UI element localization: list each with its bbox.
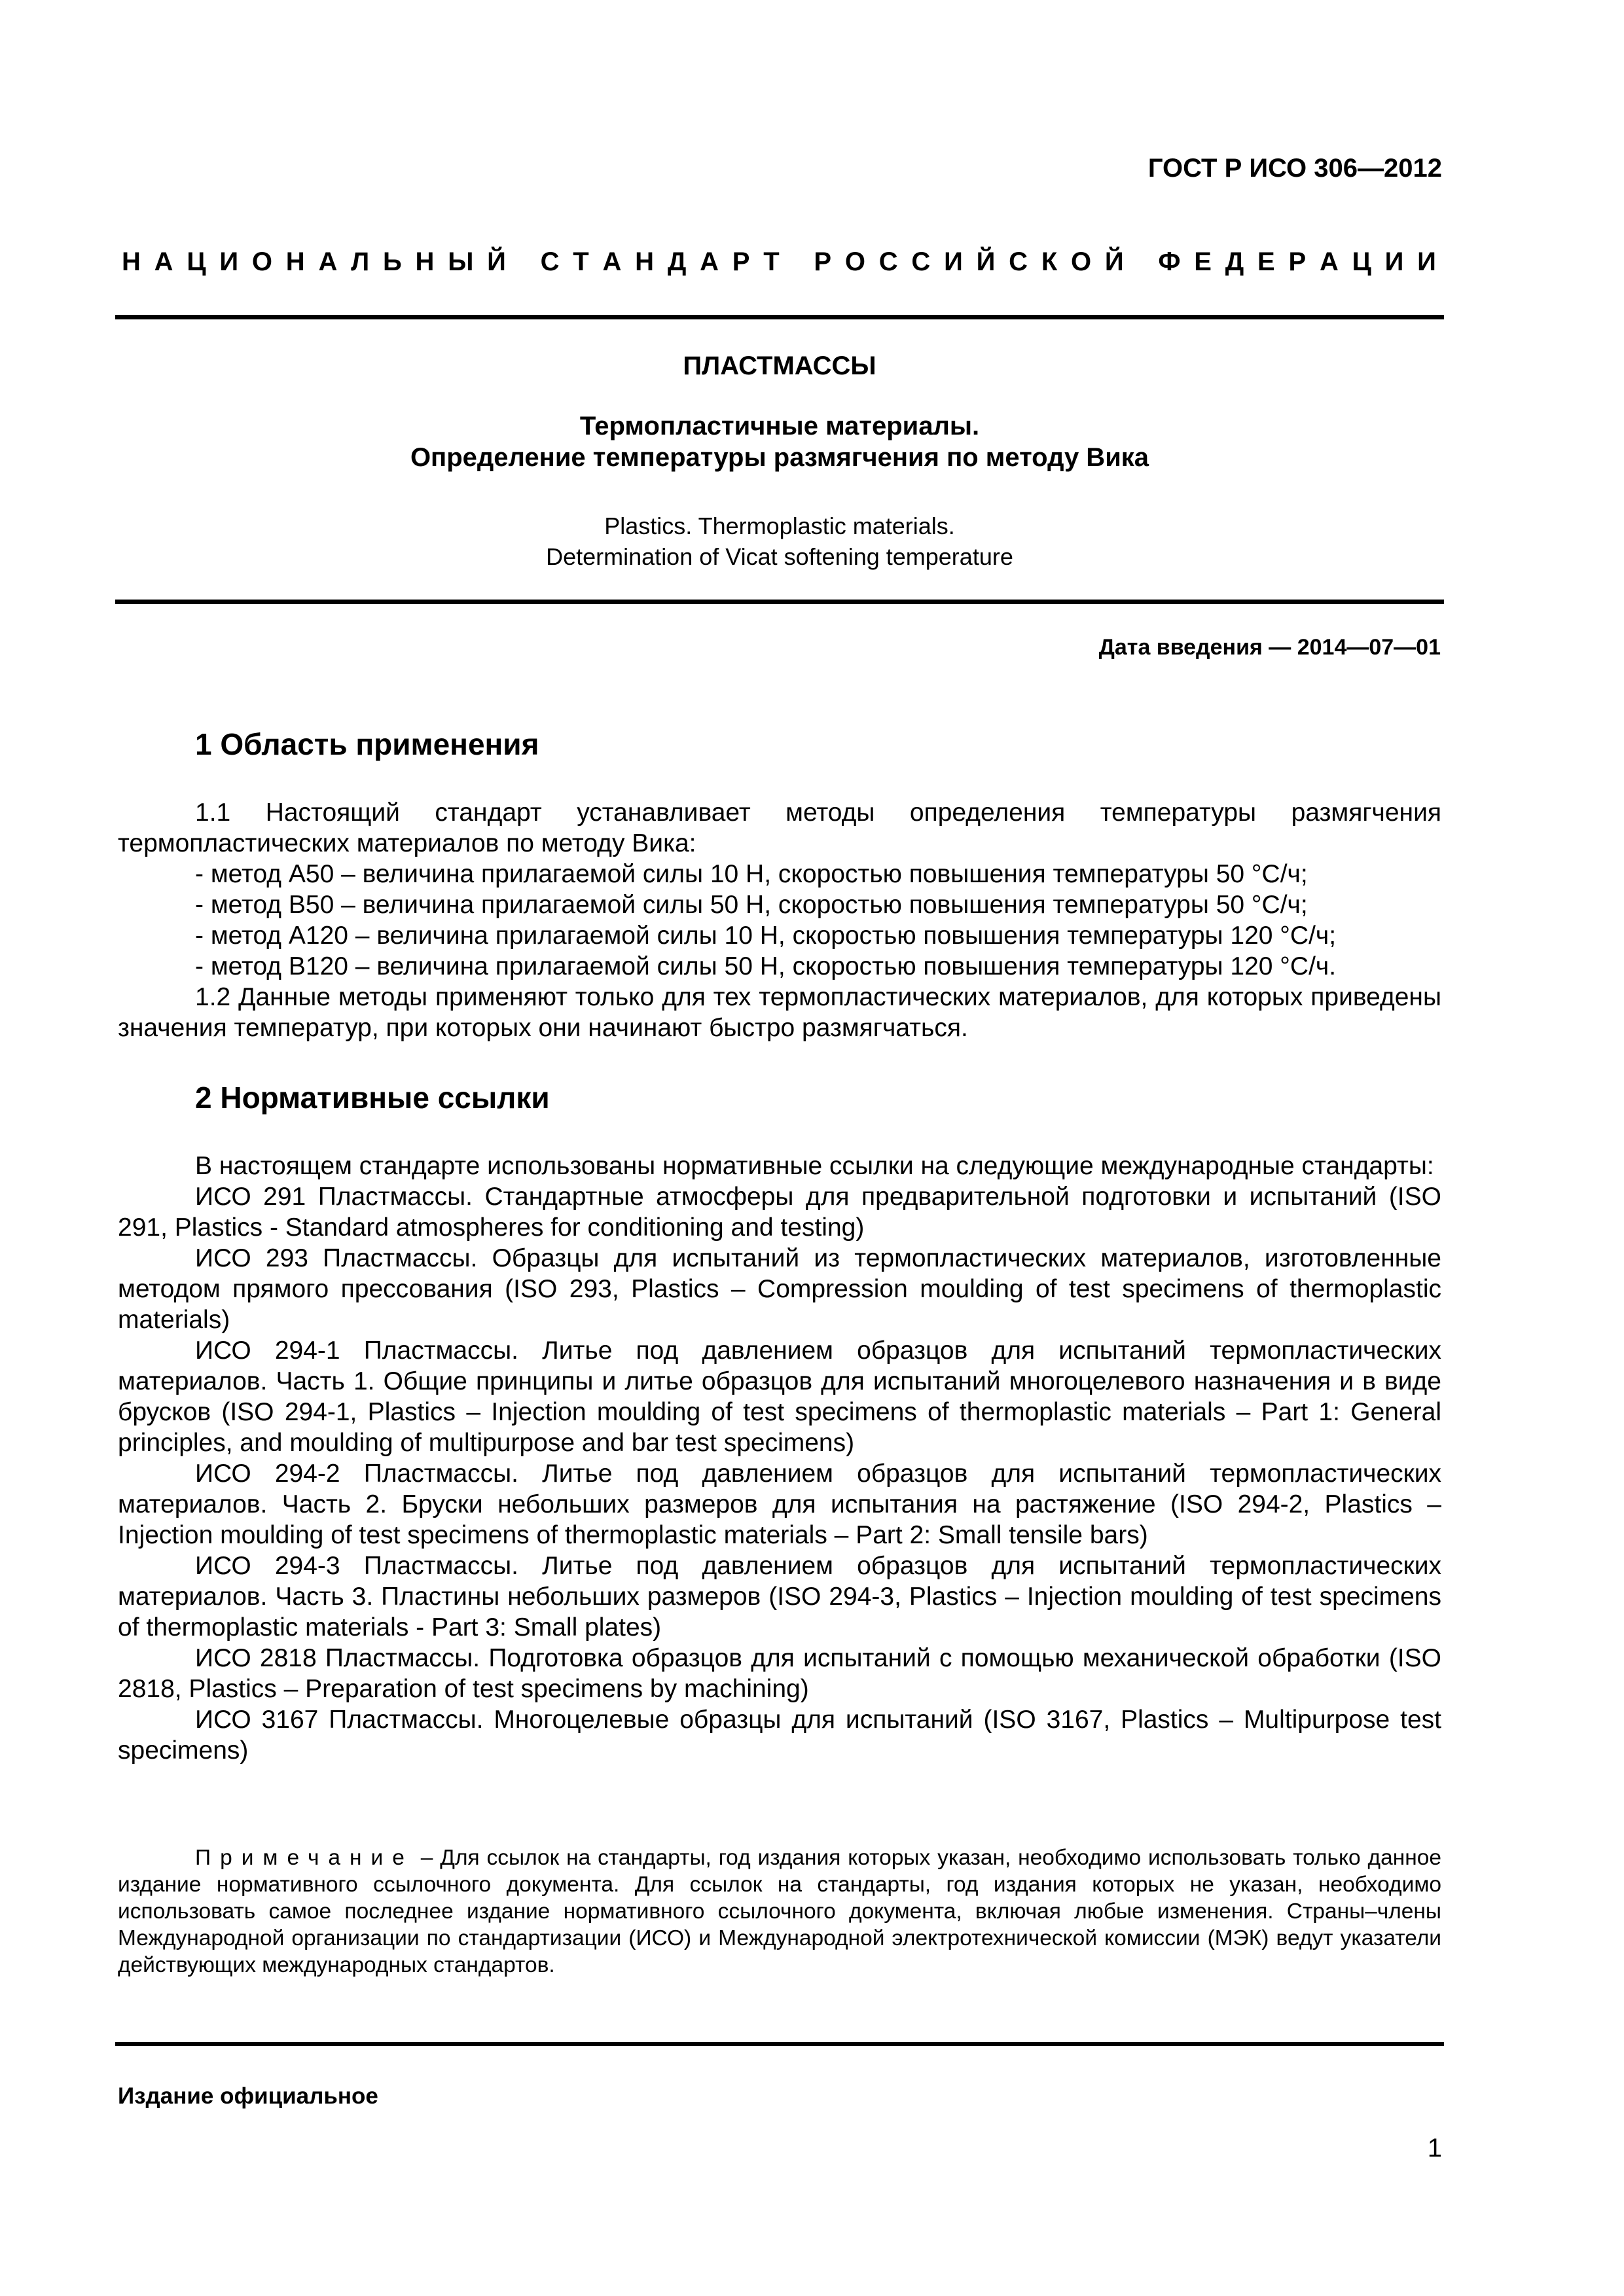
title-letter: Й xyxy=(1104,247,1124,276)
subtitle-line-1: Термопластичные материалы. xyxy=(579,412,980,440)
edition-label: Издание официальное xyxy=(118,2083,378,2109)
title-letter: С xyxy=(878,247,898,276)
title-letter: О xyxy=(1071,247,1092,276)
section-2-heading: 2 Нормативные ссылки xyxy=(195,1081,550,1115)
reference-item: ИСО 294-1 Пластмассы. Литье под давлением образцов для испытаний термопластических материалов. Часть 1. Общие принципы и литье образцов для испытаний многоцелевого назначения и в виде брусков (ISO 294-1, Plastics – Injection moulding of test specimens of thermoplastic materials – Part 1: General principles, and moulding of multipurpose and bar test specimens) xyxy=(118,1336,1441,1457)
title-letter: А xyxy=(318,247,338,276)
title-divider xyxy=(115,600,1444,604)
english-title xyxy=(115,511,1444,572)
note-text: – Для ссылок на стандарты, год издания которых указан, необходимо использовать только данное издание нормативного ссылочного документа. Для ссылок на стандарты, год издания которых не указан, необходимо использовать самое последнее издание нормативного ссылочного документа, включая любые изменения. Страны–члены Международной организации по стандартизации (ИСО) и Международной электротехнической комиссии (МЭК) ведут указатели действующих международных стандартов. xyxy=(118,1846,1441,1977)
title-letter: И xyxy=(1384,247,1404,276)
reference-item: ИСО 3167 Пластмассы. Многоцелевые образцы для испытаний (ISO 3167, Plastics – Multipurpose test specimens) xyxy=(118,1706,1441,1765)
subtitle-line-2: Определение температуры размягчения по методу Вика xyxy=(410,443,1149,472)
paragraph-1-2: 1.2 Данные методы применяют только для тех термопластических материалов, для которых приведены значения температур, при которых они начинают быстро размягчаться. xyxy=(118,983,1441,1042)
method-item: - метод А50 – величина прилагаемой силы 10 Н, скоростью повышения температуры 50 °С/ч; xyxy=(195,860,1308,888)
standard-subtitle xyxy=(115,410,1444,473)
title-letter: Д xyxy=(1225,247,1244,276)
title-letter: Р xyxy=(814,247,832,276)
title-letter: Т xyxy=(763,247,780,276)
title-letter: Ц xyxy=(1352,247,1371,276)
document-code: ГОСТ Р ИСО 306—2012 xyxy=(1147,154,1442,183)
title-letter: С xyxy=(540,247,560,276)
title-letter: Н xyxy=(415,247,435,276)
title-letter: С xyxy=(1009,247,1028,276)
title-letter: С xyxy=(911,247,931,276)
title-letter: А xyxy=(602,247,622,276)
title-letter: Й xyxy=(976,247,996,276)
title-letter: Н xyxy=(635,247,655,276)
title-letter: Ь xyxy=(382,247,402,276)
reference-item: ИСО 294-3 Пластмассы. Литье под давлением образцов для испытаний термопластических материалов. Часть 3. Пластины небольших размеров (ISO 294-3, Plastics – Injection moulding of test specimens of thermoplastic materials - Part 3: Small plates) xyxy=(118,1552,1441,1641)
title-letter: И xyxy=(944,247,963,276)
title-letter: И xyxy=(219,247,239,276)
title-letter xyxy=(520,247,527,277)
title-letter: Ы xyxy=(448,247,474,276)
title-letter: Д xyxy=(667,247,687,276)
title-letter: И xyxy=(1417,247,1436,276)
section-1-heading: 1 Область применения xyxy=(195,727,539,761)
note-paragraph xyxy=(118,1844,1441,1979)
title-letter: Т xyxy=(573,247,589,276)
title-letter: О xyxy=(251,247,272,276)
title-letter: Р xyxy=(1288,247,1307,276)
reference-item: ИСО 293 Пластмассы. Образцы для испытаний из термопластических материалов, изготовленные методом прямого прессования (ISO 293, Plastics – Compression moulding of test specimens of thermoplastic materials) xyxy=(118,1244,1441,1334)
title-letter: А xyxy=(154,247,173,276)
section-2-body xyxy=(118,1151,1441,1766)
title-letter: Й xyxy=(487,247,506,276)
title-letter: Н xyxy=(122,247,141,276)
section-2-intro: В настоящем стандарте использованы нормативные ссылки на следующие международные стандарты: xyxy=(195,1152,1434,1180)
english-title-line-2: Determination of Vicat softening temperature xyxy=(546,543,1013,570)
method-item: - метод В120 – величина прилагаемой силы 50 Н, скоростью повышения температуры 120 °С/ч. xyxy=(195,952,1337,980)
title-letter: Е xyxy=(1257,247,1275,276)
introduction-date: Дата введения — 2014—07—01 xyxy=(1098,635,1441,660)
title-letter: Н xyxy=(285,247,305,276)
title-letter: Л xyxy=(351,247,370,276)
english-title-line-1: Plastics. Thermoplastic materials. xyxy=(604,512,955,539)
standard-title: ПЛАСТМАССЫ xyxy=(683,351,876,380)
paragraph-1-1: 1.1 Настоящий стандарт устанавливает методы определения температуры размягчения термопластических материалов по методу Вика: xyxy=(118,798,1441,857)
method-item: - метод В50 – величина прилагаемой силы 50 Н, скоростью повышения температуры 50 °С/ч; xyxy=(195,891,1308,919)
title-letter: А xyxy=(1319,247,1339,276)
title-letter: Ц xyxy=(187,247,206,276)
reference-item: ИСО 2818 Пластмассы. Подготовка образцов для испытаний с помощью механической обработки (ISO 2818, Plastics – Preparation of test specimens by machining) xyxy=(118,1644,1441,1703)
title-letter: Р xyxy=(732,247,750,276)
top-divider xyxy=(115,315,1444,319)
note-label: Примечание xyxy=(195,1846,414,1870)
footer-divider xyxy=(115,2042,1444,2046)
method-item: - метод А120 – величина прилагаемой силы 10 Н, скоростью повышения температуры 120 °С/ч; xyxy=(195,922,1337,950)
title-letter: К xyxy=(1041,247,1058,276)
title-letter xyxy=(793,247,800,277)
reference-item: ИСО 294-2 Пластмассы. Литье под давлением образцов для испытаний термопластических материалов. Часть 2. Бруски небольших размеров для испытания на растяжение (ISO 294-2, Plastics – Injection moulding of test specimens of thermoplastic materials – Part 2: Small tensile bars) xyxy=(118,1460,1441,1549)
title-letter: Ф xyxy=(1158,247,1181,276)
note-block xyxy=(118,1844,1441,1979)
page-number: 1 xyxy=(1427,2134,1442,2162)
title-letter: Е xyxy=(1194,247,1212,276)
title-letter: А xyxy=(700,247,719,276)
title-letter: О xyxy=(844,247,865,276)
national-standard-title xyxy=(122,247,1436,277)
reference-item: ИСО 291 Пластмассы. Стандартные атмосферы для предварительной подготовки и испытаний (ISO 291, Plastics - Standard atmospheres for conditioning and testing) xyxy=(118,1183,1441,1242)
title-letter xyxy=(1137,247,1144,277)
section-1-body xyxy=(118,797,1441,1043)
